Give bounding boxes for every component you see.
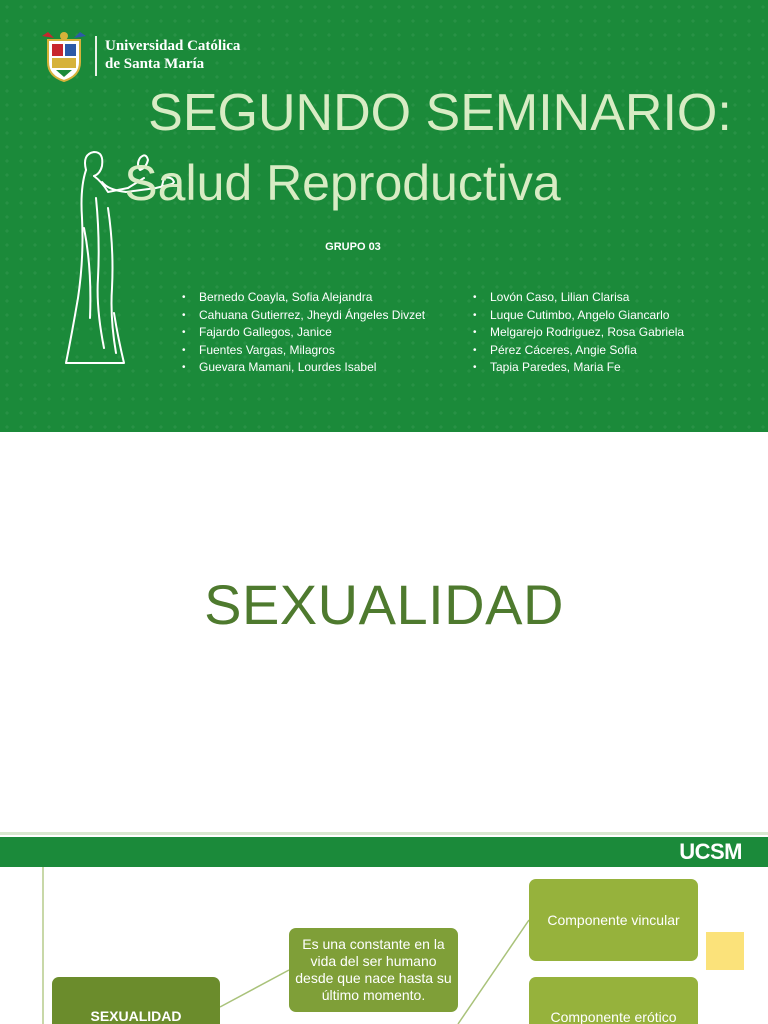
- logo-divider: [95, 36, 97, 76]
- members-list-right: [473, 289, 684, 377]
- member-item: • Fajardo Gallegos, Janice: [182, 324, 425, 342]
- members-list-left: [182, 289, 425, 377]
- sexualidad-node: SEXUALIDAD: [52, 977, 220, 1024]
- group-label: GRUPO 03: [325, 241, 381, 253]
- title-line-2: Salud Reproductiva: [124, 155, 561, 211]
- university-name-line2: de Santa María: [105, 56, 205, 72]
- brand-logo-text: UCSM: [679, 839, 742, 864]
- diagram-slide: [0, 832, 768, 1024]
- university-name: [105, 37, 240, 73]
- connector-main-to-definition: [220, 970, 289, 1007]
- member-item: • Cahuana Gutierrez, Jheydi Ángeles Divzet: [182, 307, 425, 325]
- section-title: SEXUALIDAD: [204, 573, 564, 636]
- member-item: • Tapia Paredes, Maria Fe: [473, 359, 684, 377]
- section-slide: [0, 432, 768, 832]
- member-item: • Pérez Cáceres, Angie Sofia: [473, 342, 684, 360]
- member-item: • Melgarejo Rodriguez, Rosa Gabriela: [473, 324, 684, 342]
- member-item: • Guevara Mamani, Lourdes Isabel: [182, 359, 425, 377]
- member-item: • Fuentes Vargas, Milagros: [182, 342, 425, 360]
- title-slide: [0, 0, 768, 432]
- definition-node: Es una constante en la vida del ser humano desde que nace hasta su último momento.: [289, 928, 458, 1012]
- connector-definition-to-vincular: [458, 920, 529, 1024]
- member-item: • Luque Cutimbo, Angelo Giancarlo: [473, 307, 684, 325]
- title-line-1: SEGUNDO SEMINARIO:: [148, 84, 732, 142]
- component-erotico-node: Componente erótico: [529, 977, 698, 1024]
- member-item: • Lovón Caso, Lilian Clarisa: [473, 289, 684, 307]
- university-crest-icon: [38, 28, 90, 84]
- accent-square: [706, 932, 744, 970]
- university-name-line1: Universidad Católica: [105, 38, 241, 54]
- component-vincular-node: Componente vincular: [529, 879, 698, 961]
- member-item: • Bernedo Coayla, Sofia Alejandra: [182, 289, 425, 307]
